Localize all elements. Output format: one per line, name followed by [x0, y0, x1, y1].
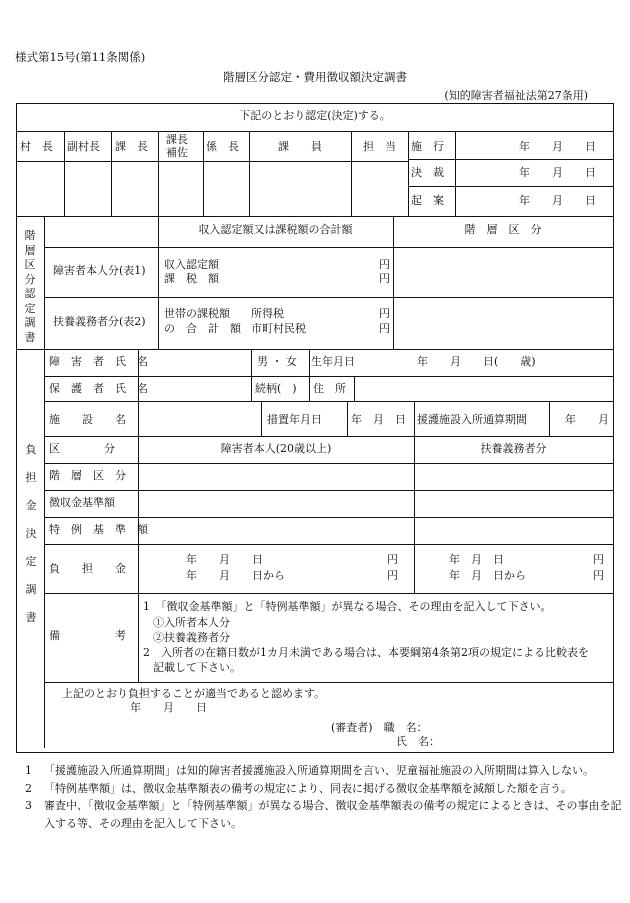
form-table — [16, 103, 614, 753]
examiner-title: (審査者) 職 名： — [331, 721, 428, 734]
role-deputy-head: 副村長 — [67, 140, 100, 153]
tier-col-income: 収入認定額又は課税額の合計額 — [198, 223, 353, 236]
approval-caption: 下記のとおり認定(決定)する。 — [239, 109, 391, 122]
guardian-name-label: 保 護 者 氏 名 — [49, 382, 148, 395]
tier-resident-tax-yen: 円 — [379, 322, 390, 335]
role-village-head: 村 長 — [20, 140, 53, 153]
footnote-3: 3 審査中、「徴収金基準額」と「特例基準額」が異なる場合、徴収金基準額表の備考の規定によるときは、その事由を記入する等、その理由を記入して下さい。 — [25, 799, 622, 830]
col-person: 障害者本人(20歳以上) — [220, 442, 332, 455]
footnote-2: 2 「特例基準額」は、徴収金基準額表の備考の規定により、同表に掲げる徴収金基準額を減額した額を言う。 — [25, 781, 572, 795]
remarks-line-1: 1 「徴収金基準額」と「特例基準額」が異なる場合、その理由を記入して下さい。 — [143, 600, 552, 613]
row-special-label: 特 例 基 準 額 — [49, 523, 148, 536]
role-section-chief: 課 長 — [115, 140, 148, 153]
col-support: 扶養義務者分 — [480, 442, 547, 455]
tier-income-tax-yen: 円 — [379, 307, 390, 320]
confirm-text: 上記のとおり負担することが適当であると認めます。 — [62, 687, 326, 700]
confirm-date: 年 月 日 — [130, 701, 207, 714]
tier-resident-tax: 市町村民税 — [251, 322, 306, 335]
remarks-line-5: 記載して下さい。 — [153, 661, 241, 674]
charge-yen-1: 円 — [387, 553, 398, 566]
charge-yen-r1: 円 — [593, 553, 604, 566]
charge-date-1: 年 月 日 — [186, 553, 263, 566]
charge-date-r1: 年 月 日 — [449, 553, 504, 566]
charge-yen-2: 円 — [387, 569, 398, 582]
tier-support-head-1: 世帯の課税額 — [164, 307, 230, 320]
sex-field[interactable]: 男 ・ 女 — [257, 355, 297, 368]
row-standard-label: 徴収金基準額 — [49, 496, 115, 509]
address-label: 住 所 — [313, 382, 346, 395]
kubun-label: 区 分 — [49, 442, 115, 455]
date-decide-label: 決 裁 — [411, 166, 444, 179]
role-subsection-chief: 係 長 — [206, 140, 239, 153]
footnotes — [22, 762, 622, 832]
measure-date-label: 措置年月日 — [267, 413, 322, 426]
birthdate-value[interactable]: 年 月 日( 歳) — [417, 355, 536, 368]
tier-support-head-2: の 合 計 額 — [164, 322, 241, 335]
remarks-line-4: 2 入所者の在籍日数が1カ月未満である場合は、本要綱第4条第2項の規定による比較表を — [143, 646, 589, 659]
tier-person-tax-yen: 円 — [379, 272, 390, 285]
charge-date-2: 年 月 日から — [186, 569, 285, 582]
tier-person-income-yen: 円 — [379, 258, 390, 271]
tier-side-label: 階層区分認定調書 — [24, 229, 36, 344]
document-title: 階層区分認定・費用徴収額決定調書 — [223, 70, 407, 84]
role-in-charge: 担 当 — [363, 140, 396, 153]
relation-field[interactable]: 続柄( ) — [255, 382, 297, 395]
patient-name-label: 障 害 者 氏 名 — [49, 355, 148, 368]
role-staff: 課 員 — [278, 140, 322, 153]
tier-person-label: 障害者本人分(表1) — [53, 264, 146, 277]
tier-col-tier: 階 層 区 分 — [464, 223, 542, 236]
date-enforce-label: 施 行 — [411, 140, 444, 153]
measure-date-value[interactable]: 年 月 日 — [351, 413, 406, 426]
date-enforce-value: 年 月 日 — [519, 140, 596, 153]
row-tier-label: 階 層 区 分 — [49, 469, 126, 482]
tier-support-label: 扶養義務者分(表2) — [53, 315, 146, 328]
date-decide-value: 年 月 日 — [519, 166, 596, 179]
period-label: 援護施設入所通算期間 — [417, 413, 527, 426]
remarks-line-3: ②扶養義務者分 — [153, 631, 230, 644]
examiner-name: 氏 名： — [396, 735, 440, 748]
charge-yen-r2: 円 — [593, 569, 604, 582]
birthdate-label: 生年月日 — [311, 355, 355, 368]
date-draft-value: 年 月 日 — [519, 194, 596, 207]
remarks-label: 備 考 — [49, 629, 126, 642]
burden-side-label: 負担金決定調書 — [25, 443, 37, 624]
date-draft-label: 起 案 — [411, 194, 444, 207]
remarks-line-2: ①入所者本人分 — [153, 616, 230, 629]
role-assistant-1: 課長 — [166, 133, 188, 146]
form-number: 様式第15号(第11条関係) — [15, 50, 146, 64]
tier-person-income: 収入認定額 — [164, 258, 219, 271]
charge-label: 負 担 金 — [49, 562, 126, 575]
tier-income-tax: 所得税 — [251, 307, 284, 320]
facility-name-label: 施 設 名 — [49, 413, 126, 426]
footnote-1: 1 「援護施設入所通算期間」は知的障害者援護施設入所通算期間を言い、児童福祉施設の入所期間は算入しない。 — [25, 764, 594, 777]
charge-date-r2: 年 月 日から — [449, 569, 526, 582]
period-value[interactable]: 年 月 — [565, 413, 609, 426]
tier-person-tax: 課 税 額 — [164, 272, 219, 285]
law-reference: (知的障害者福祉法第27条用) — [444, 89, 588, 102]
role-assistant-2: 補佐 — [166, 146, 188, 159]
